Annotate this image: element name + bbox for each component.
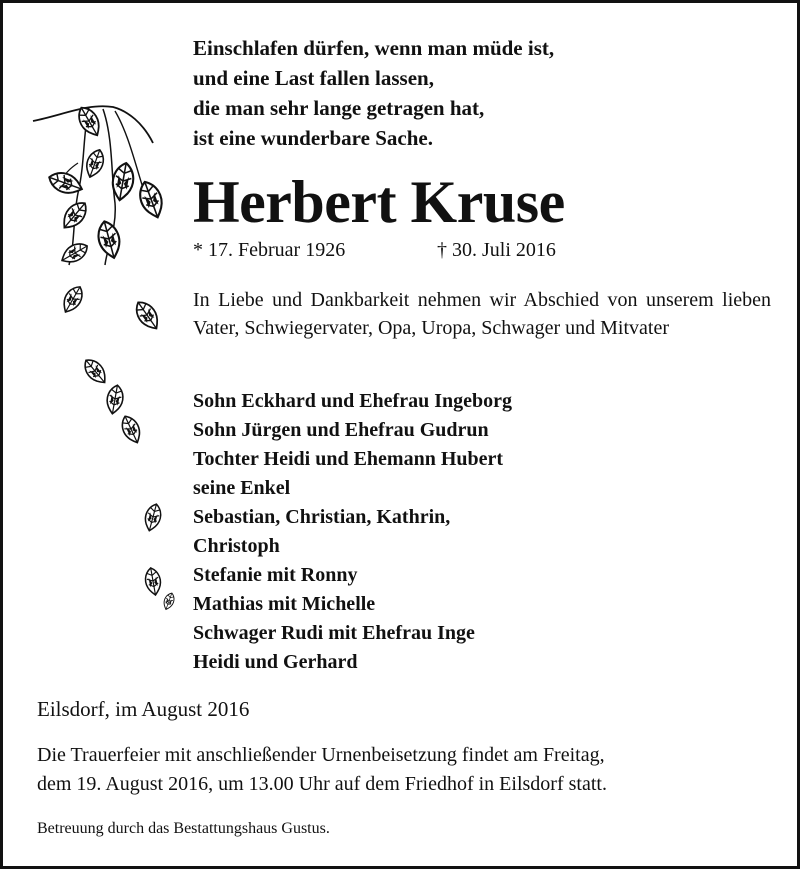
mourner-line: Christoph bbox=[193, 535, 280, 557]
mourner-line: Sohn Eckhard und Ehefrau Ingeborg bbox=[193, 390, 512, 412]
ceremony-line: Die Trauerfeier mit anschließender Urnenbeisetzung findet am Freitag, bbox=[37, 744, 605, 766]
mourner-line: Stefanie mit Ronny bbox=[193, 564, 358, 586]
quote-block bbox=[193, 33, 554, 153]
birch-leaves-icon bbox=[3, 3, 203, 623]
mourner-line: Sohn Jürgen und Ehefrau Gudrun bbox=[193, 419, 489, 441]
birth-date: * 17. Februar 1926 bbox=[193, 239, 346, 261]
mourner-line: seine Enkel bbox=[193, 477, 291, 499]
quote-line: und eine Last fallen lassen, bbox=[193, 66, 434, 90]
quote-line: ist eine wunderbare Sache. bbox=[193, 126, 433, 150]
mourner-line: Mathias mit Michelle bbox=[193, 593, 376, 615]
ceremony-line: dem 19. August 2016, um 13.00 Uhr auf dem Friedhof in Eilsdorf statt. bbox=[37, 773, 607, 795]
quote-line: die man sehr lange getragen hat, bbox=[193, 96, 485, 120]
mourner-line: Schwager Rudi mit Ehefrau Inge bbox=[193, 622, 475, 644]
quote-line: Einschlafen dürfen, wenn man müde ist, bbox=[193, 36, 555, 60]
death-date: † 30. Juli 2016 bbox=[437, 239, 556, 261]
ceremony-info bbox=[37, 741, 777, 799]
place-date: Eilsdorf, im August 2016 bbox=[37, 697, 250, 721]
undertaker-note: Betreuung durch das Bestattungshaus Gustus. bbox=[37, 820, 330, 837]
mourner-line: Sebastian, Christian, Kathrin, bbox=[193, 506, 451, 528]
mourner-line: Heidi und Gerhard bbox=[193, 651, 358, 673]
mourners-list bbox=[193, 387, 512, 677]
mourner-line: Tochter Heidi und Ehemann Hubert bbox=[193, 448, 504, 470]
deceased-name: Herbert Kruse bbox=[193, 169, 565, 235]
farewell-text: In Liebe und Dankbarkeit nehmen wir Abschied von unserem lieben Vater, Schwiegervater, Opa, Uropa, Schwager und Mitvater bbox=[193, 289, 771, 339]
